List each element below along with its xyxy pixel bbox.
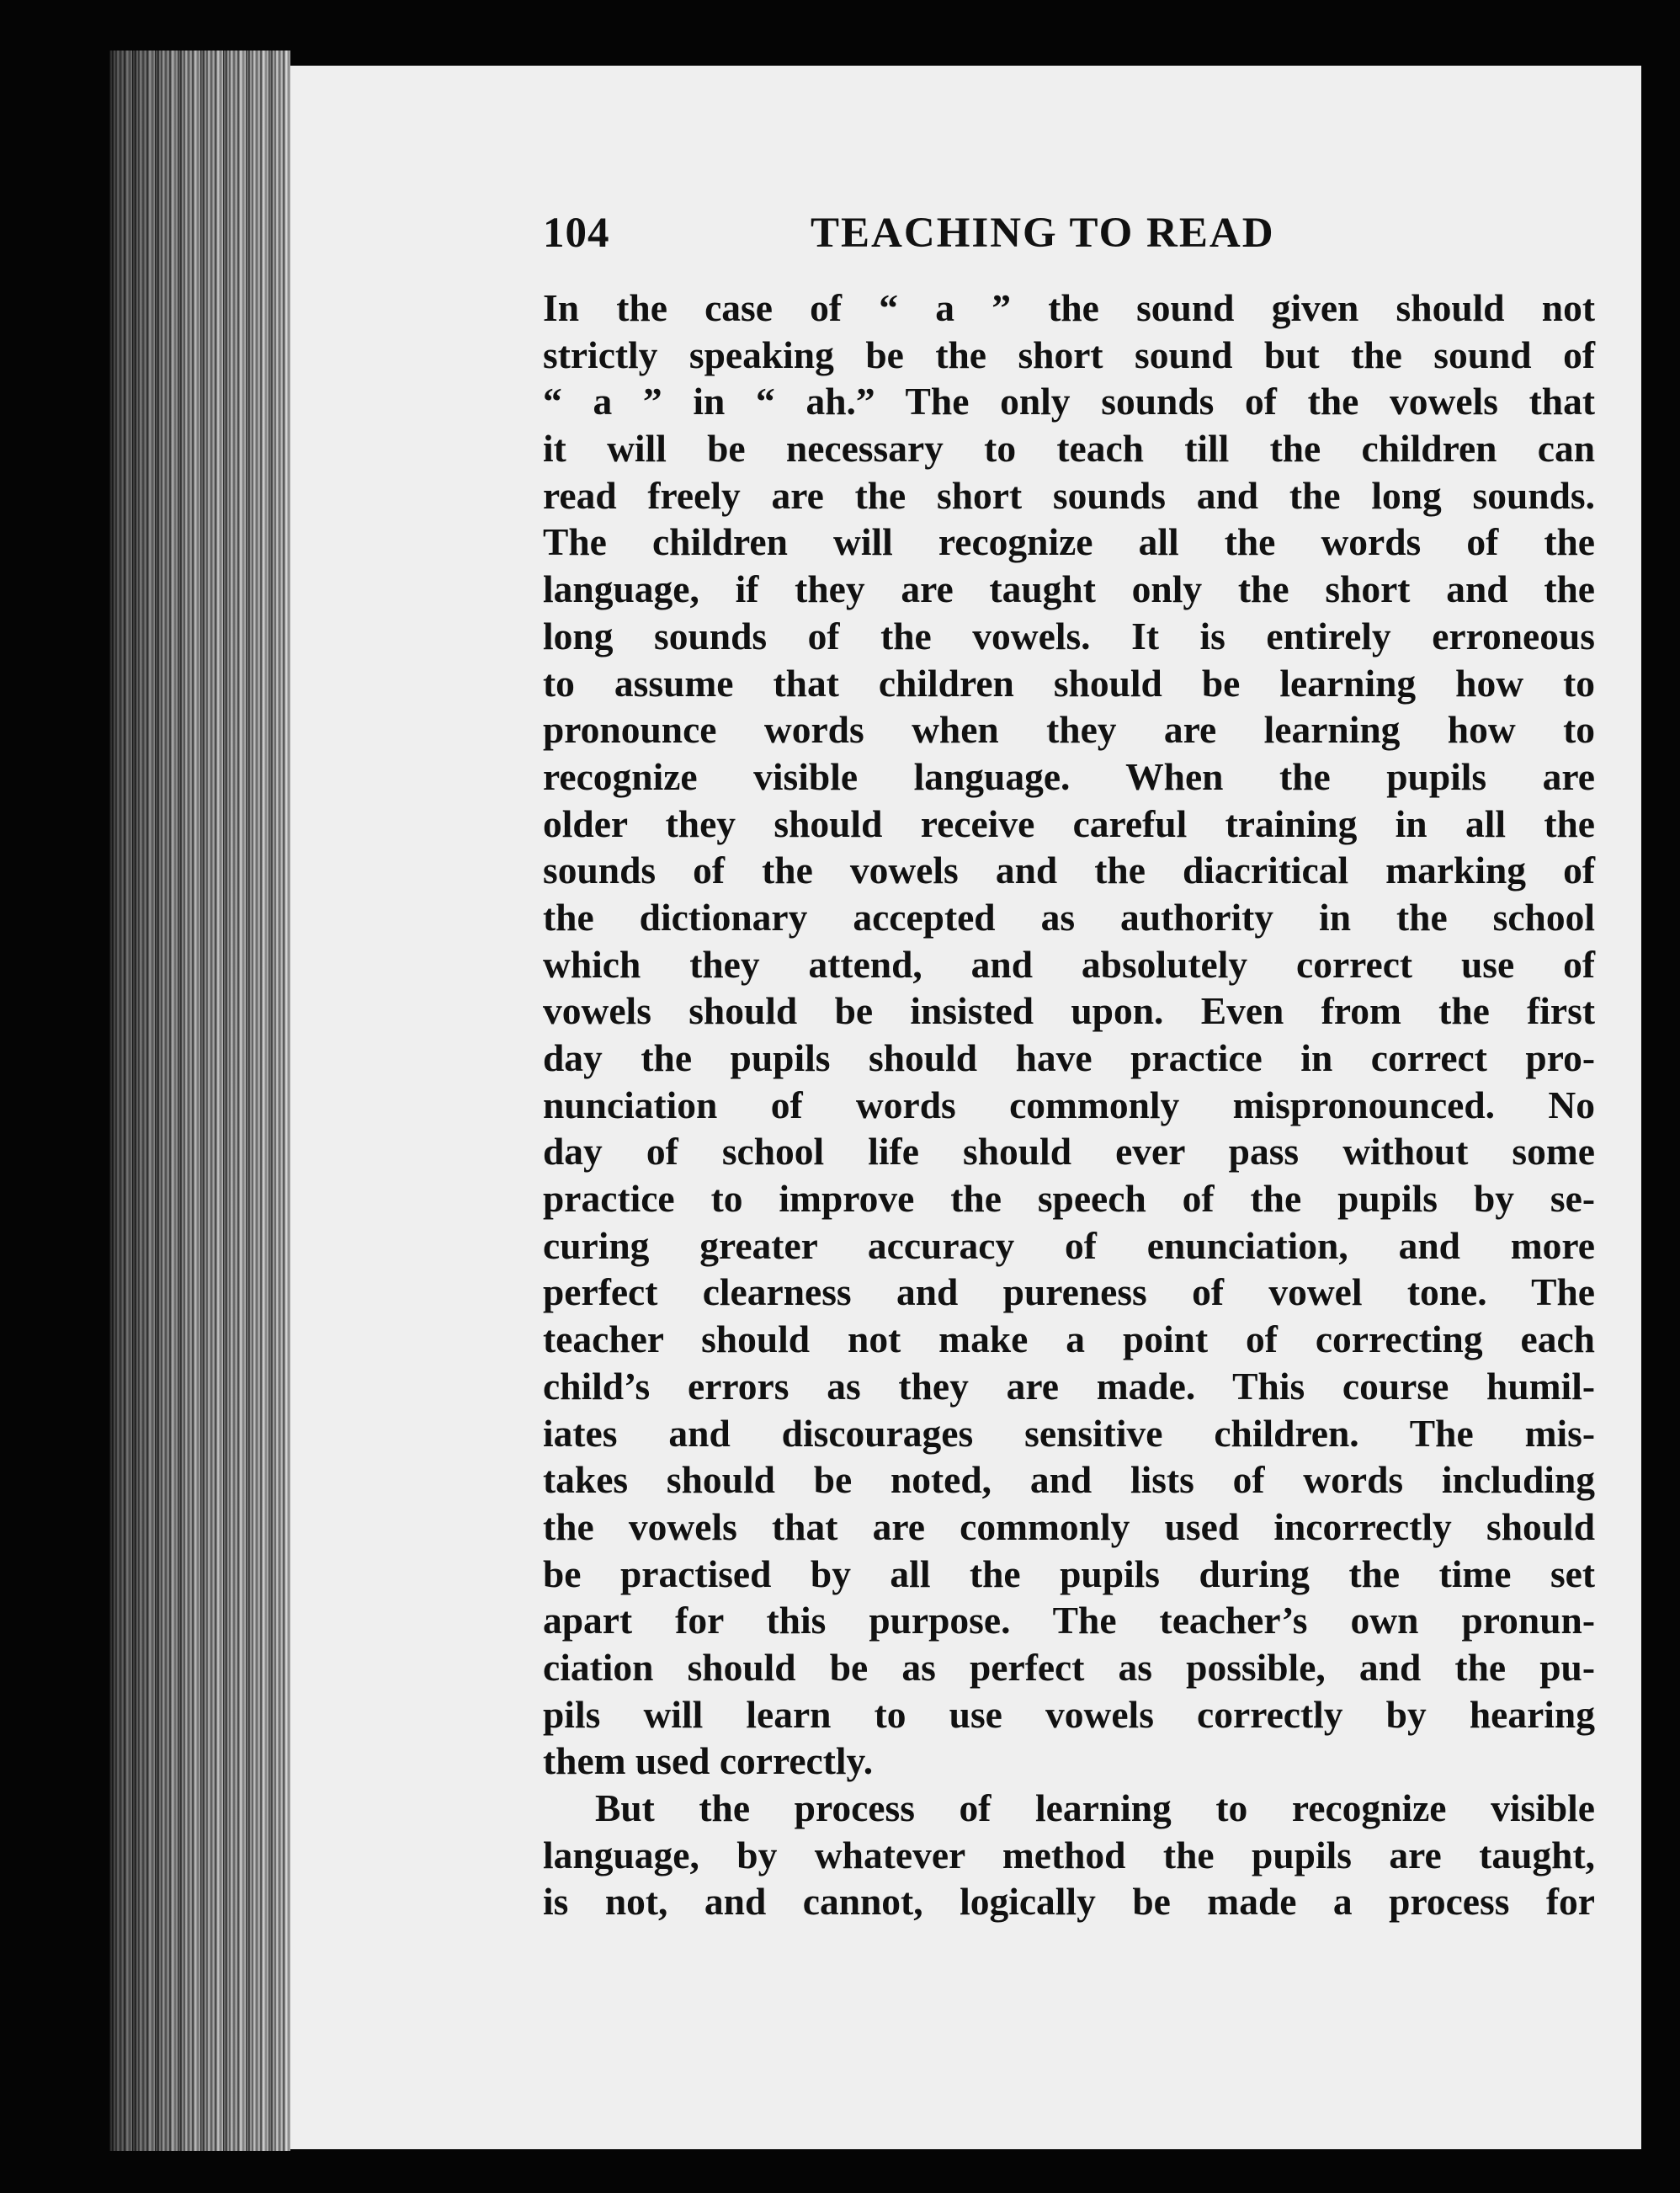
- text-line: them used correctly.: [543, 1739, 874, 1783]
- text-line: sounds of the vowels and the diacritical marking of: [543, 849, 1595, 892]
- text-line: nunciation of words commonly mispronounced. No: [543, 1083, 1595, 1126]
- text-line: teacher should not make a point of correcting each: [543, 1317, 1595, 1361]
- text-line: perfect clearness and pureness of vowel tone. The: [543, 1270, 1595, 1314]
- text-line: day of school life should ever pass without some: [543, 1130, 1595, 1174]
- text-line: apart for this purpose. The teacher’s own pronun-: [543, 1599, 1595, 1642]
- running-title: TEACHING TO READ: [811, 210, 1275, 257]
- text-line: recognize visible language. When the pupils are: [543, 754, 1595, 798]
- text-line: the vowels that are commonly used incorrectly should: [543, 1504, 1595, 1548]
- text-line: ciation should be as perfect as possible, and the pu-: [543, 1645, 1595, 1689]
- text-line: practice to improve the speech of the pupils by se-: [543, 1177, 1595, 1221]
- text-line: iates and discourages sensitive children. The mis-: [543, 1411, 1595, 1455]
- text-line: long sounds of the vowels. It is entirely erroneous: [543, 614, 1595, 657]
- text-line: pronounce words when they are learning how to: [543, 708, 1595, 752]
- text-line: which they attend, and absolutely correct use of: [543, 942, 1595, 986]
- text-line: “ a ” in “ ah.” The only sounds of the vowels that: [543, 380, 1595, 423]
- text-line: the dictionary accepted as authority in the school: [543, 895, 1595, 939]
- text-line: read freely are the short sounds and the long sounds.: [543, 473, 1595, 517]
- text-line: is not, and cannot, logically be made a process for: [543, 1880, 1595, 1924]
- text-line: day the pupils should have practice in correct pro-: [543, 1036, 1595, 1079]
- text-line: child’s errors as they are made. This course humil-: [543, 1364, 1595, 1408]
- text-line: be practised by all the pupils during the time set: [543, 1552, 1595, 1595]
- text-line: The children will recognize all the words of the: [543, 520, 1595, 564]
- text-line: In the case of “ a ” the sound given should not: [543, 286, 1595, 329]
- text-line: takes should be noted, and lists of words including: [543, 1458, 1595, 1502]
- text-line: curing greater accuracy of enunciation, and more: [543, 1223, 1595, 1267]
- running-header: [543, 209, 1595, 276]
- text-line: older they should receive careful training in all the: [543, 801, 1595, 845]
- text-line: strictly speaking be the short sound but the sound of: [543, 333, 1595, 376]
- text-line: it will be necessary to teach till the children can: [543, 427, 1595, 471]
- book-page: [290, 66, 1641, 2149]
- text-line: language, by whatever method the pupils are taught,: [543, 1833, 1595, 1876]
- page-content: [543, 209, 1595, 1925]
- text-line: to assume that children should be learning how to: [543, 661, 1595, 705]
- text-line: But the process of learning to recognize visible: [595, 1786, 1595, 1829]
- text-line: pils will learn to use vowels correctly by hearing: [543, 1692, 1595, 1736]
- page-number: 104: [543, 210, 610, 257]
- text-line: language, if they are taught only the short and the: [543, 567, 1595, 611]
- book-page-edges: [109, 51, 290, 2151]
- text-line: vowels should be insisted upon. Even from the first: [543, 989, 1595, 1033]
- body-text: [543, 285, 1595, 1925]
